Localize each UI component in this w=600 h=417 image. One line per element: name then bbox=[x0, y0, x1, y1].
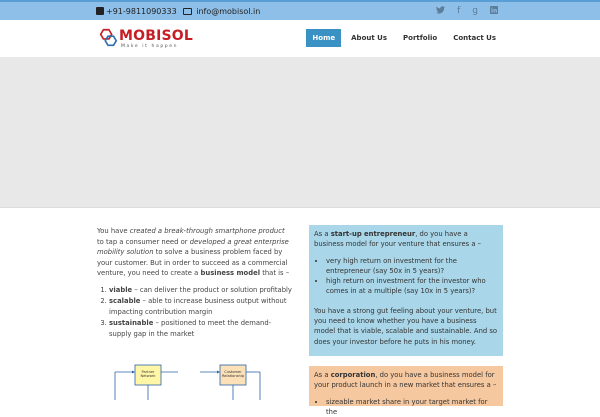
corporation-lead bbox=[314, 370, 498, 391]
list-term: sustainable bbox=[109, 319, 154, 327]
top-bar bbox=[0, 0, 600, 20]
phone-icon bbox=[96, 7, 104, 15]
social-links bbox=[436, 6, 498, 17]
intro-emphasis-2: developed a great enterprise mobility solution bbox=[97, 237, 289, 256]
list-desc: – able to increase business output without impacting contribution margin bbox=[109, 297, 287, 316]
list-desc: – positioned to meet the demand-supply gap in the market bbox=[109, 319, 272, 338]
qualities-list bbox=[109, 285, 292, 340]
startup-lead-c: , do you have a business model for your venture that ensures a – bbox=[314, 230, 482, 249]
list-item: • high return on investment for the investor who comes in at a multiple (say 10x in 5 years)? bbox=[326, 276, 498, 297]
startup-bullets bbox=[326, 256, 498, 297]
list-item: • sizeable market share in your target market for the bbox=[326, 397, 498, 417]
phone-contact[interactable] bbox=[96, 6, 177, 16]
email-contact[interactable] bbox=[183, 7, 261, 16]
corporation-lead-strong: corporation bbox=[330, 371, 376, 379]
google-plus-icon[interactable]: g bbox=[472, 6, 478, 16]
startup-lead-strong: start-up entrepreneur bbox=[330, 230, 416, 238]
list-item bbox=[109, 318, 292, 339]
hero-banner bbox=[0, 58, 600, 208]
nav-portfolio[interactable]: Portfolio bbox=[403, 34, 438, 42]
brand-name: MOBISOL bbox=[119, 28, 194, 44]
intro-text-1: You have bbox=[97, 227, 130, 235]
intro-text-4: that is – bbox=[260, 269, 290, 277]
linkedin-icon[interactable] bbox=[490, 6, 498, 17]
startup-closing: You have a strong gut feeling about your venture, but you need to know whether you have a business model that is viable, scalable and sustainable. And so does your investor before he puts in his money. bbox=[314, 306, 498, 346]
diagram-label-partner: Partner Network bbox=[140, 370, 156, 379]
logo[interactable] bbox=[97, 25, 197, 53]
corporation-box bbox=[309, 366, 503, 416]
nav-about-us[interactable]: About Us bbox=[351, 34, 387, 42]
corporation-lead-c: , do you have a business model for your product launch in a new market that ensures a – bbox=[314, 371, 497, 390]
corporation-lead-a: As a bbox=[314, 371, 331, 379]
business-model-diagram bbox=[110, 360, 290, 400]
startup-box bbox=[309, 225, 503, 356]
list-desc: – can deliver the product or solution profitably bbox=[132, 285, 292, 294]
list-term: viable bbox=[109, 285, 133, 294]
startup-lead bbox=[314, 229, 498, 250]
list-item bbox=[109, 296, 292, 317]
phone-number: +91-9811090333 bbox=[106, 7, 177, 16]
intro-text-2: to tap a consumer need or bbox=[97, 237, 190, 246]
intro-strong: business model bbox=[200, 269, 261, 277]
diagram-label-customer: Customer Relationship bbox=[221, 370, 245, 379]
site-header bbox=[0, 20, 600, 58]
twitter-icon[interactable] bbox=[436, 6, 445, 17]
intro-paragraph bbox=[97, 226, 292, 279]
main-nav bbox=[306, 29, 502, 47]
contact-info bbox=[96, 6, 260, 16]
logo-hexagon-icon bbox=[97, 27, 119, 49]
startup-lead-a: As a bbox=[314, 230, 331, 238]
list-term: scalable bbox=[109, 297, 141, 305]
email-address: info@mobisol.in bbox=[196, 6, 261, 16]
nav-home[interactable]: Home bbox=[306, 29, 341, 47]
brand-tagline: Make it happen bbox=[121, 44, 179, 49]
nav-contact-us[interactable]: Contact Us bbox=[453, 34, 496, 42]
intro-section bbox=[97, 226, 292, 340]
intro-text-3: to solve a business problem faced by your customer. But in order to succeed as a commercial venture, you need to create a bbox=[97, 248, 288, 277]
intro-emphasis-1: created a break-through smartphone product bbox=[129, 227, 285, 235]
list-item bbox=[109, 285, 292, 296]
mail-icon bbox=[183, 8, 192, 15]
list-item: • very high return on investment for the entrepreneur (say 50x in 5 years)? bbox=[326, 256, 498, 277]
facebook-icon[interactable]: f bbox=[457, 6, 461, 16]
